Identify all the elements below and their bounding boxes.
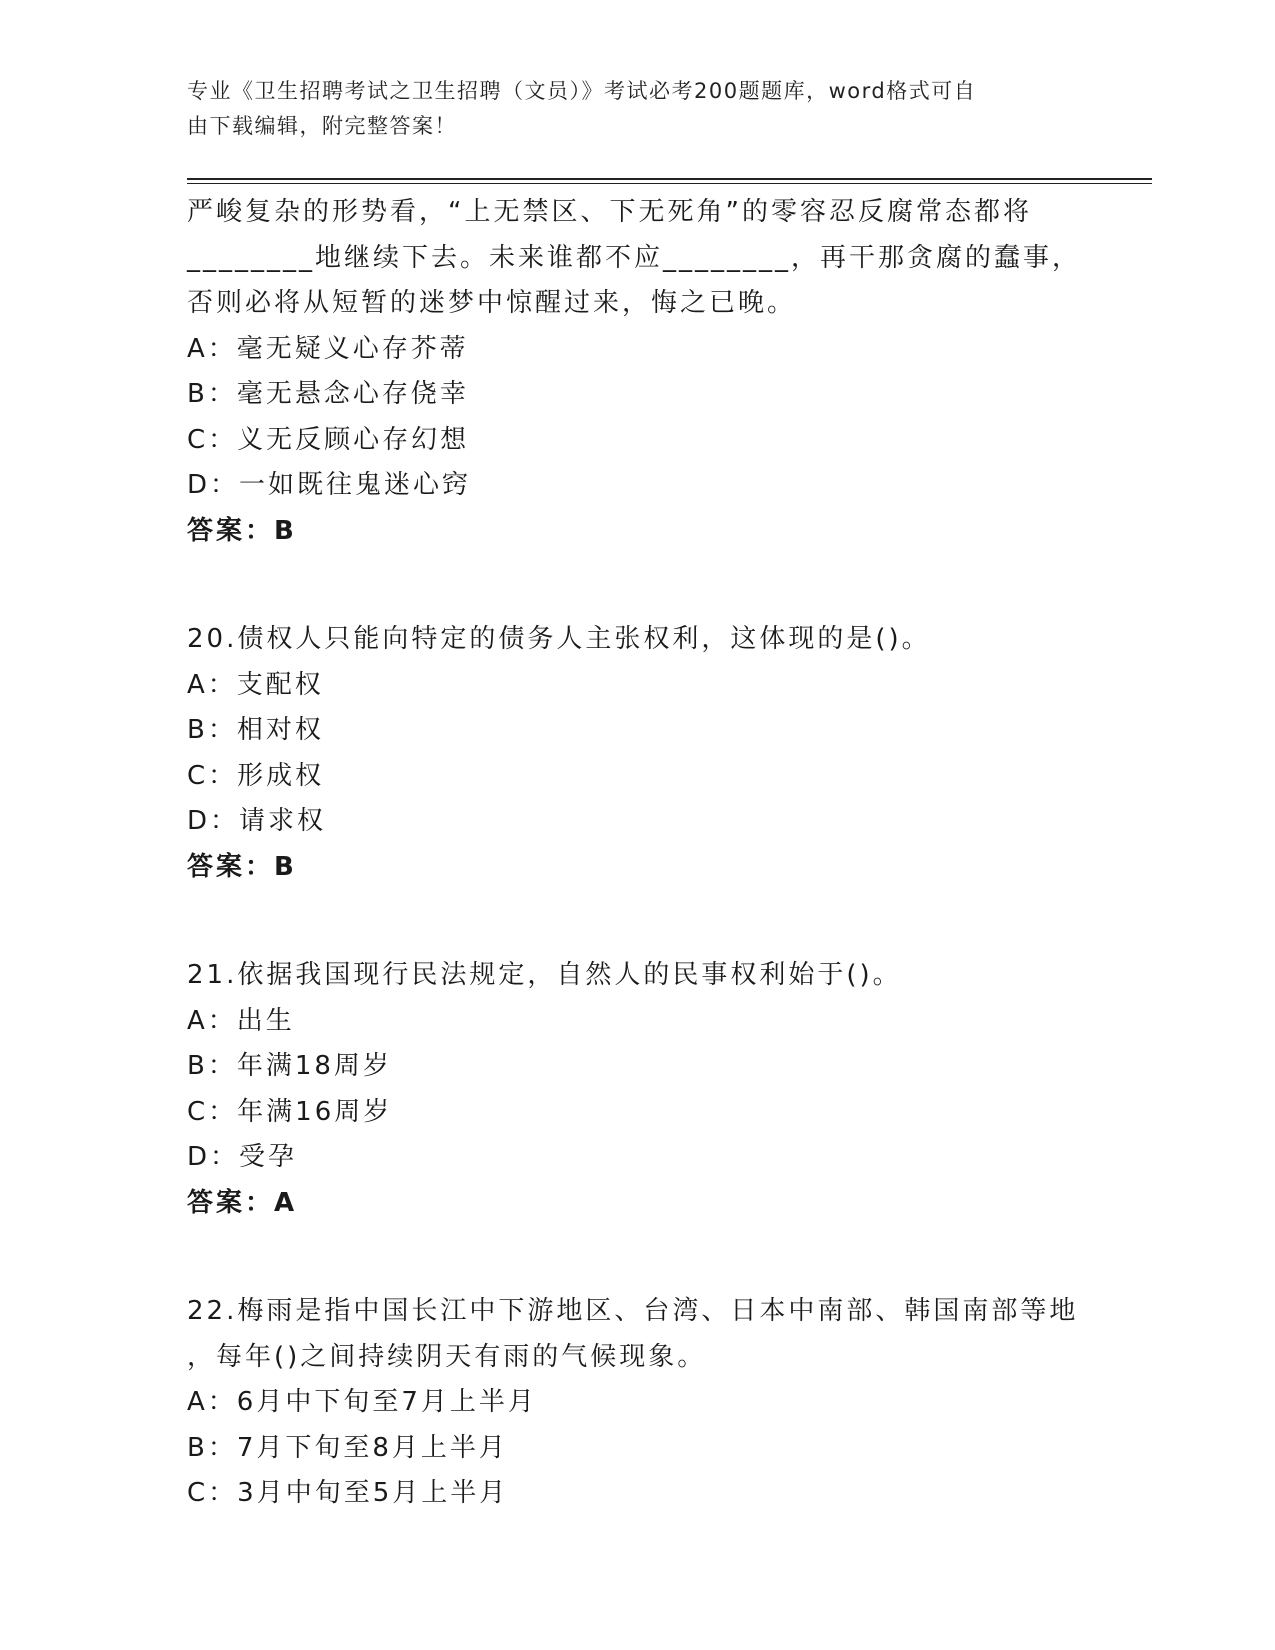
option-c: C：3月中旬至5月上半月: [187, 1478, 509, 1508]
question-22: [187, 1289, 1087, 1517]
option-c: C：义无反顾心存幻想: [187, 424, 470, 455]
question-stem-line: 否则必将从短暂的迷梦中惊醒过来，悔之已晚。: [187, 288, 797, 318]
header-line-2: 由下载编辑，附完整答案！: [187, 114, 457, 138]
option-b: B：年满18周岁: [187, 1051, 392, 1081]
answer: 答案：A: [187, 1187, 298, 1218]
option-b: B：毫无悬念心存侥幸: [187, 379, 469, 409]
question-19: [187, 190, 1087, 554]
header-divider-thin: [187, 183, 1152, 184]
question-stem-line: 严峻复杂的形势看，“上无禁区、下无死角”的零容忍反腐常态都将: [187, 197, 1032, 227]
answer: 答案：B: [187, 515, 297, 546]
header-divider-thick: [187, 178, 1152, 180]
option-b: B：相对权: [187, 715, 324, 745]
question-stem-line: 22.梅雨是指中国长江中下游地区、台湾、日本中南部、韩国南部等地: [187, 1296, 1079, 1326]
document-header: [187, 74, 1087, 144]
answer: 答案：B: [187, 851, 297, 882]
option-d: D：一如既往鬼迷心窍: [187, 470, 472, 500]
question-content: [187, 190, 1087, 1517]
option-d: D：请求权: [187, 806, 327, 836]
option-c: C：形成权: [187, 760, 325, 791]
question-stem: 21.依据我国现行民法规定，自然人的民事权利始于()。: [187, 960, 902, 990]
question-20: [187, 617, 1087, 890]
option-a: A：毫无疑义心存芥蒂: [187, 333, 469, 364]
option-a: A：6月中下旬至7月上半月: [187, 1387, 537, 1417]
option-a: A：支配权: [187, 669, 324, 700]
question-stem: 20.债权人只能向特定的债务人主张权利，这体现的是()。: [187, 624, 931, 654]
question-21: [187, 953, 1087, 1226]
question-stem-line: ，每年()之间持续阴天有雨的气候现象。: [187, 1341, 707, 1372]
header-line-1: 专业《卫生招聘考试之卫生招聘（文员）》考试必考200题题库，word格式可自: [187, 79, 977, 103]
question-stem-line: ________地继续下去。未来谁都不应________，再干那贪腐的蠢事，: [187, 242, 1082, 273]
option-a: A：出生: [187, 1005, 295, 1036]
option-d: D：受孕: [187, 1142, 298, 1172]
option-b: B：7月下旬至8月上半月: [187, 1432, 508, 1463]
option-c: C：年满16周岁: [187, 1096, 393, 1127]
